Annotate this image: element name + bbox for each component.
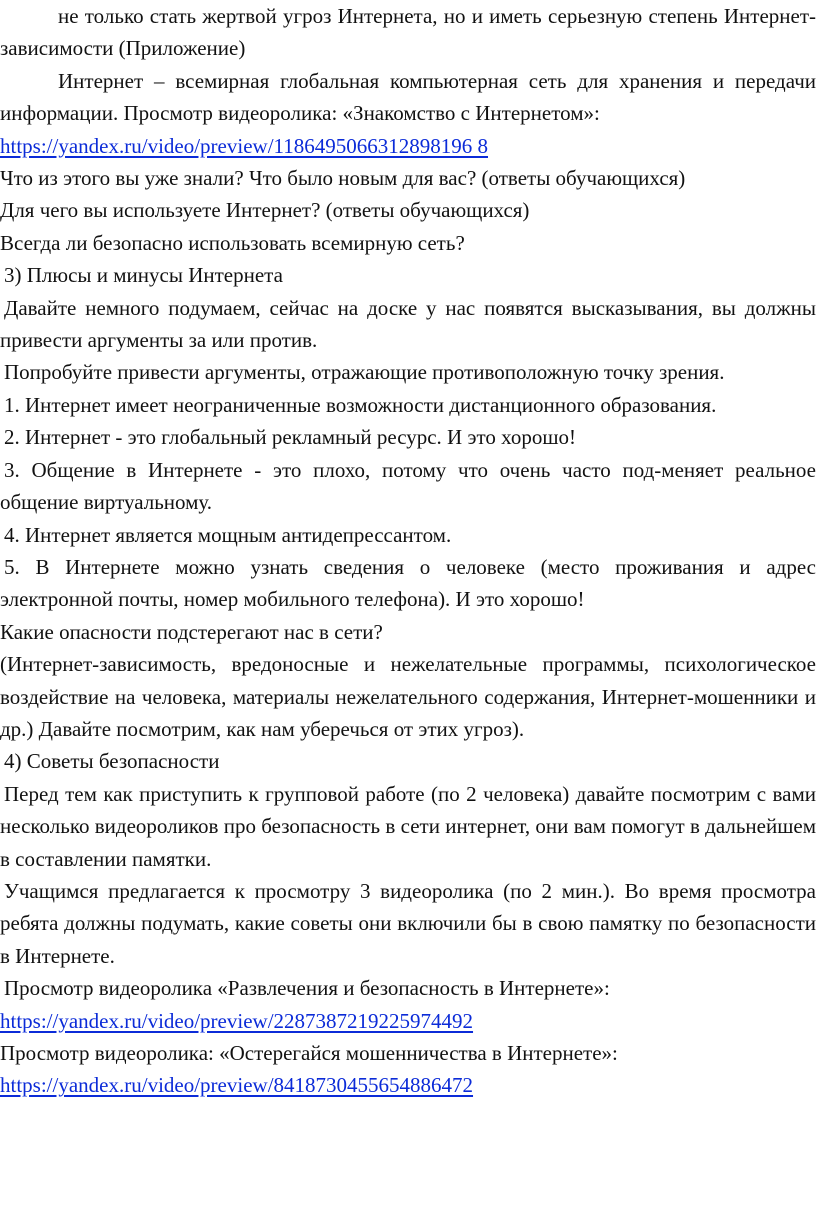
video-link-fraud-anchor[interactable]: https://yandex.ru/video/preview/8418730455654886472: [0, 1073, 474, 1098]
statement-1: 1. Интернет имеет неограниченные возможности дистанционного образования.: [4, 392, 717, 417]
paragraph-dangers-list: (Интернет-зависимость, вредоносные и нежелательные программы, психологическое воздействие на человека, материалы нежелательного содержания, Интернет-мошенники и др.) Давайте посмотрим, как нам уберечься от этих угроз).: [0, 652, 816, 741]
question-safety: Всегда ли безопасно использовать всемирную сеть?: [0, 230, 465, 255]
statement-3: 3. Общение в Интернете - это плохо, потому что очень часто под-меняет реальное общение виртуальному.: [0, 457, 816, 515]
paragraph-opposite-view: Попробуйте привести аргументы, отражающие противоположную точку зрения.: [4, 360, 725, 385]
paragraph-think: Давайте немного подумаем, сейчас на доске у нас появятся высказывания, вы должны привести аргументы за или против.: [0, 295, 816, 353]
paragraph-video-entertainment: Просмотр видеоролика «Развлечения и безопасность в Интернете»:: [4, 976, 610, 1001]
question-usage: Для чего вы используете Интернет? (ответы обучающихся): [0, 198, 530, 223]
question-dangers: Какие опасности подстерегают нас в сети?: [0, 619, 383, 644]
paragraph-video-fraud: Просмотр видеоролика: «Остерегайся мошенничества в Интернете»:: [0, 1041, 618, 1065]
section-heading-pros-cons: 3) Плюсы и минусы Интернета: [4, 263, 283, 288]
paragraph-videos: Учащимся предлагается к просмотру 3 видеоролика (по 2 мин.). Во время просмотра ребята должны подумать, какие советы они включили бы в свою памятку по безопасности в Интернете.: [0, 878, 816, 968]
statement-2: 2. Интернет - это глобальный рекламный ресурс. И это хорошо!: [4, 425, 577, 450]
video-link-intro-anchor[interactable]: https://yandex.ru/video/preview/1186495066312898196 8: [0, 133, 488, 158]
paragraph-intro-continuation: не только стать жертвой угроз Интернета, но и иметь серьезную степень Интернет-зависимости (Приложение): [0, 4, 816, 61]
section-heading-safety-tips: 4) Советы безопасности: [4, 749, 220, 774]
statement-4: 4. Интернет является мощным антидепрессантом.: [4, 522, 452, 547]
question-known: Что из этого вы уже знали? Что было новым для вас? (ответы обучающихся): [0, 166, 686, 191]
video-link-intro[interactable]: [0, 130, 816, 162]
paragraph-internet-definition: Интернет – всемирная глобальная компьютерная сеть для хранения и передачи информации. Просмотр видеоролика: «Знакомство с Интернетом»:: [0, 68, 816, 126]
video-link-entertainment-anchor[interactable]: https://yandex.ru/video/preview/2287387219225974492: [0, 1008, 474, 1033]
video-link-fraud[interactable]: [0, 1069, 816, 1101]
statement-5: 5. В Интернете можно узнать сведения о человеке (место проживания и адрес электронной почты, номер мобильного телефона). И это хорошо!: [0, 554, 816, 612]
video-link-entertainment[interactable]: [0, 1005, 816, 1037]
paragraph-group-work: Перед тем как приступить к групповой работе (по 2 человека) давайте посмотрим с вами несколько видеороликов про безопасность в сети интернет, они вам помогут в дальнейшем в составлении памятки.: [0, 781, 816, 871]
